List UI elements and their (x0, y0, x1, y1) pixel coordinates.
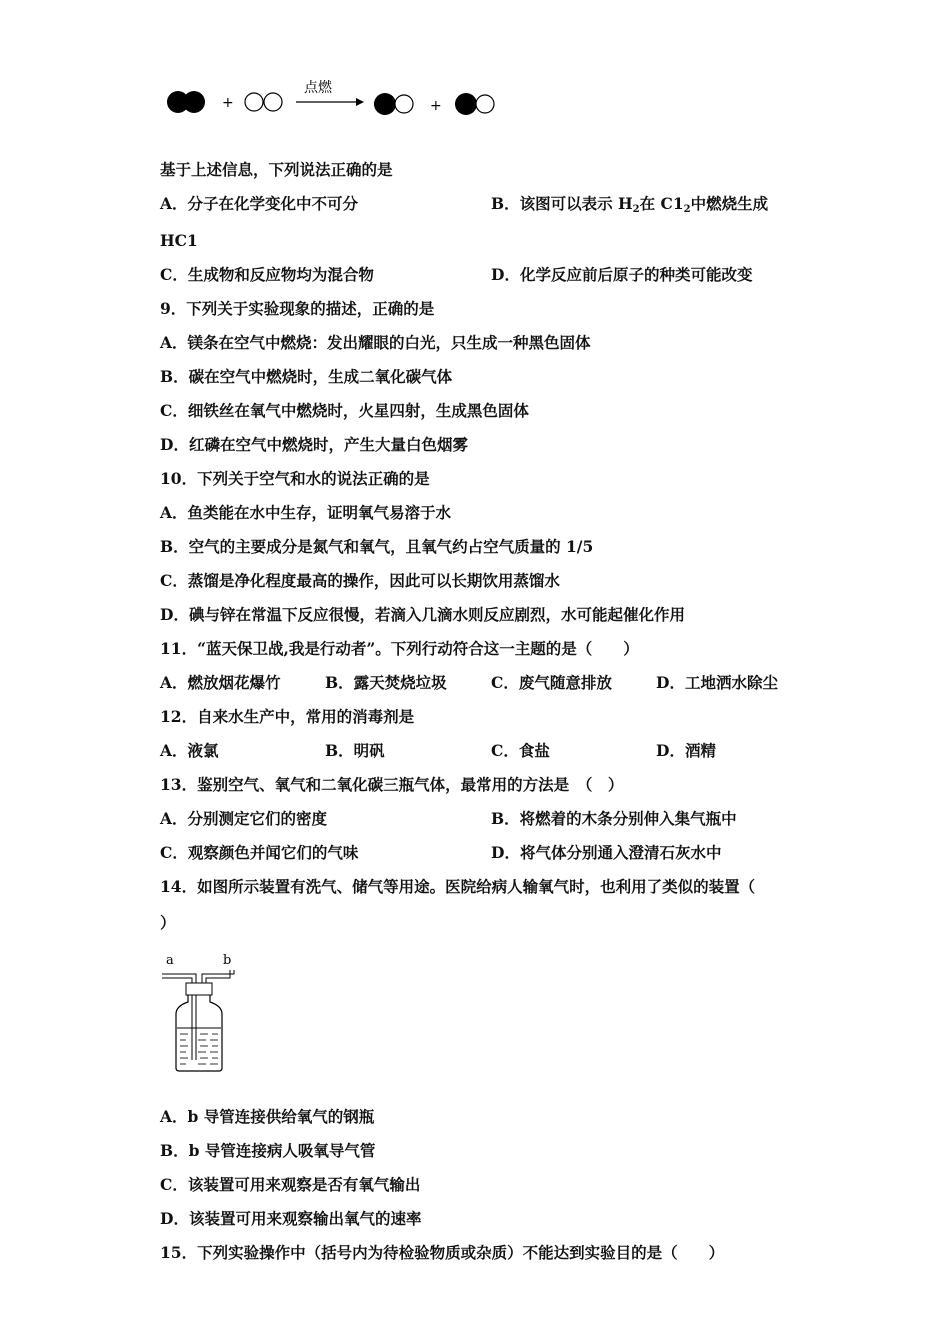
reaction-condition-label: 点燃 (304, 80, 332, 96)
q11-option-b[interactable]: B．露天焚烧垃圾 (325, 673, 447, 692)
q8-option-b-sub2: 2 (683, 204, 691, 215)
q8-option-b-post: 中燃烧生成 (690, 194, 769, 213)
product-2-white-atom (476, 95, 494, 113)
q10-option-b[interactable]: B．空气的主要成分是氮气和氧气，且氧气约占空气质量的 1/5 (160, 537, 594, 556)
reactant-white-molecule-atom-1 (245, 93, 263, 111)
reactant-white-molecule-atom-2 (264, 93, 282, 111)
q14-option-b[interactable]: B．b 导管连接病人吸氧导气管 (160, 1141, 376, 1160)
q13-option-d[interactable]: D．将气体分别通入澄清石灰水中 (491, 843, 722, 862)
q13-option-row-2 (160, 843, 722, 863)
bottle (176, 995, 222, 1071)
reactant-black-molecule-atom-2 (183, 91, 205, 113)
q8-stem: 基于上述信息，下列说法正确的是 (160, 160, 393, 179)
q8-option-b-pre: B．该图可以表示 H (491, 194, 633, 213)
q15-stem: 15．下列实验操作中（括号内为待检验物质或杂质）不能达到实验目的是（ ） (160, 1243, 725, 1262)
q14-stem-continuation: ） (160, 913, 176, 932)
q8-option-row-1 (160, 194, 769, 215)
product-2-black-atom (455, 93, 477, 115)
q9-option-d[interactable]: D．红磷在空气中燃烧时，产生大量白色烟雾 (160, 435, 468, 454)
q14-option-d[interactable]: D．该装置可用来观察输出氧气的速率 (160, 1209, 422, 1228)
q11-stem: 11．“蓝天保卫战,我是行动者”。下列行动符合这一主题的是（ ） (160, 639, 639, 658)
plus-sign-1: + (222, 95, 234, 111)
q8-option-row-2 (160, 265, 753, 285)
q10-option-d[interactable]: D．碘与锌在常温下反应很慢，若滴入几滴水则反应剧烈，水可能起催化作用 (160, 605, 685, 624)
q8-option-b-continuation: HC1 (160, 231, 198, 250)
q9-stem: 9．下列关于实验现象的描述，正确的是 (160, 299, 435, 318)
q14-option-c[interactable]: C．该装置可用来观察是否有氧气输出 (160, 1175, 421, 1194)
q14-option-a[interactable]: A．b 导管连接供给氧气的钢瓶 (160, 1107, 375, 1126)
q13-stem: 13．鉴别空气、氧气和二氧化碳三瓶气体，最常用的方法是 （ ） (160, 775, 624, 794)
stopper (186, 983, 212, 995)
liquid-hatching (180, 1034, 218, 1064)
product-1-black-atom (374, 93, 396, 115)
q13-option-b[interactable]: B．将燃着的木条分别伸入集气瓶中 (491, 809, 737, 828)
q11-option-d[interactable]: D．工地洒水除尘 (656, 673, 778, 692)
q12-option-c[interactable]: C．食盐 (491, 741, 550, 760)
q9-option-c[interactable]: C．细铁丝在氧气中燃烧时，火星四射，生成黑色固体 (160, 401, 529, 420)
q8-option-c[interactable]: C．生成物和反应物均为混合物 (160, 265, 374, 284)
q8-option-a[interactable]: A．分子在化学变化中不可分 (160, 194, 359, 213)
q12-option-d[interactable]: D．酒精 (656, 741, 716, 760)
q13-option-c[interactable]: C．观察颜色并闻它们的气味 (160, 843, 359, 862)
reaction-arrow-head (356, 98, 364, 106)
q8-option-b-mid: 在 C1 (639, 194, 684, 213)
q13-option-row-1 (160, 809, 737, 829)
product-1-white-atom (395, 95, 413, 113)
reaction-diagram (160, 78, 520, 118)
q14-stem: 14．如图所示装置有洗气、储气等用途。医院给病人输氧气时，也利用了类似的装置（ (160, 877, 756, 896)
q10-option-c[interactable]: C．蒸馏是净化程度最高的操作，因此可以长期饮用蒸馏水 (160, 571, 560, 590)
q9-option-a[interactable]: A．镁条在空气中燃烧：发出耀眼的白光，只生成一种黑色固体 (160, 333, 591, 352)
q11-option-c[interactable]: C．废气随意排放 (491, 673, 612, 692)
q12-option-a[interactable]: A．液氯 (160, 741, 219, 760)
gas-washing-bottle-diagram (160, 950, 250, 1080)
tube-label-b: b (223, 953, 232, 968)
q8-option-b-sub1: 2 (632, 204, 640, 215)
q8-option-d[interactable]: D．化学反应前后原子的种类可能改变 (491, 265, 753, 284)
q10-option-a[interactable]: A．鱼类能在水中生存，证明氧气易溶于水 (160, 503, 452, 522)
plus-sign-2: + (430, 98, 442, 114)
q12-option-b[interactable]: B．明矾 (325, 741, 385, 760)
q9-option-b[interactable]: B．碳在空气中燃烧时，生成二氧化碳气体 (160, 367, 453, 386)
tube-label-a: a (166, 953, 174, 968)
q10-stem: 10．下列关于空气和水的说法正确的是 (160, 469, 430, 488)
q12-stem: 12．自来水生产中，常用的消毒剂是 (160, 707, 415, 726)
q8-option-b[interactable] (491, 194, 768, 220)
q13-option-a[interactable]: A．分别测定它们的密度 (160, 809, 328, 828)
q11-option-a[interactable]: A．燃放烟花爆竹 (160, 673, 281, 692)
